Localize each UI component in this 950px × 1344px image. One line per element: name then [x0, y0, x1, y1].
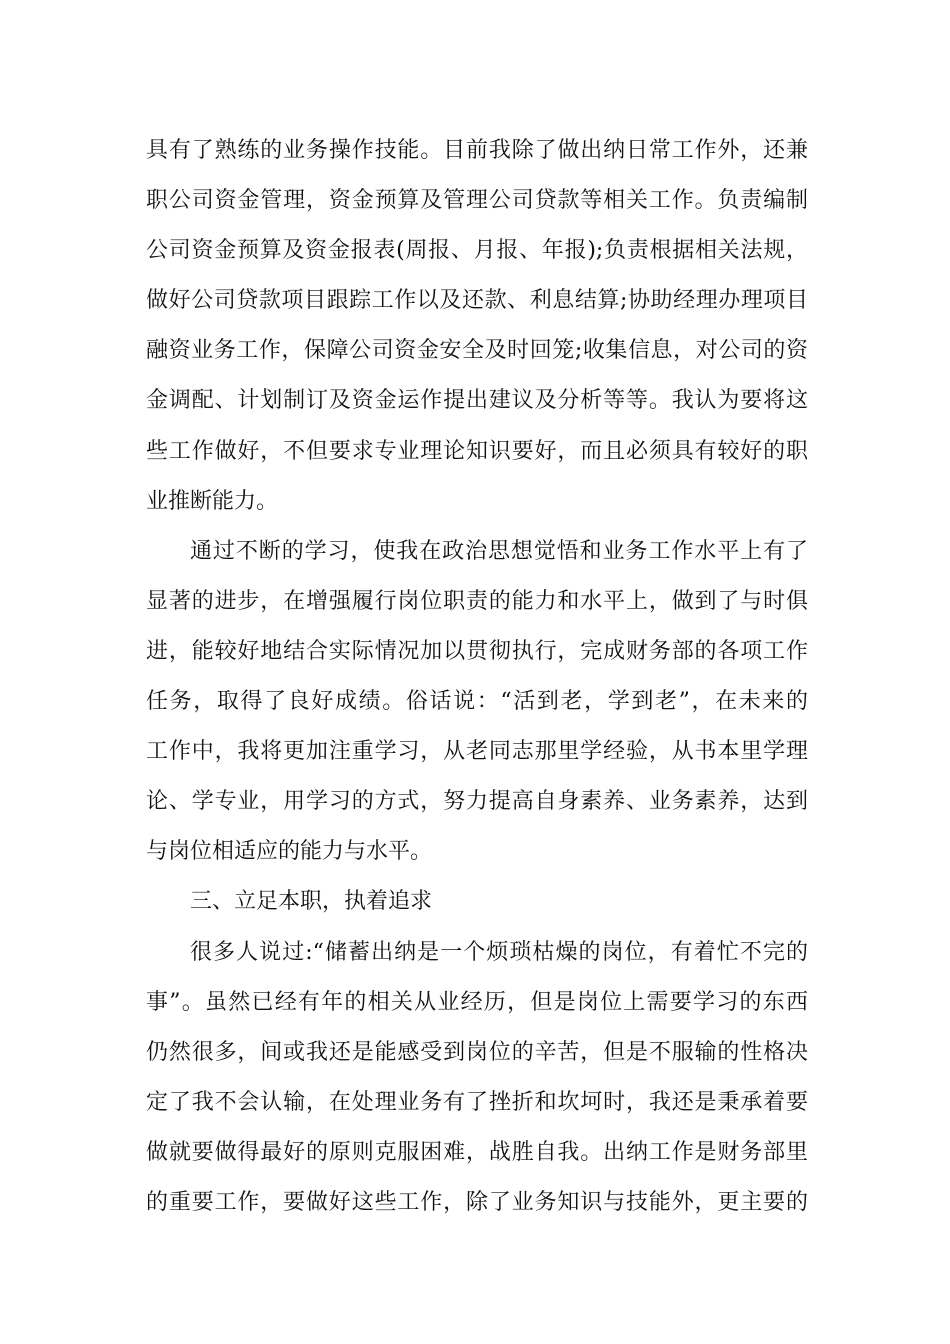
text-line: 与岗位相适应的能力与水平。 — [146, 839, 433, 865]
text-line: 仍然很多，间或我还是能感受到岗位的辛苦，但是不服输的性格决 — [146, 1039, 808, 1065]
section-heading: 三、立足本职，执着追求 — [190, 889, 433, 915]
text-line: 显著的进步，在增强履行岗位职责的能力和水平上，做到了与时俱 — [146, 588, 808, 614]
document-body — [146, 126, 808, 1228]
text-line: 工作中，我将更加注重学习，从老同志那里学经验，从书本里学理 — [146, 739, 808, 765]
text-line: 论、学专业，用学习的方式，努力提高自身素养、业务素养，达到 — [146, 789, 808, 815]
text-line: 公司资金预算及资金报表(周报、月报、年报);负责根据相关法规， — [146, 238, 808, 264]
text-line: 些工作做好，不但要求专业理论知识要好，而且必须具有较好的职 — [146, 438, 808, 464]
text-line: 业推断能力。 — [146, 488, 279, 514]
text-line: 进，能较好地结合实际情况加以贯彻执行，完成财务部的各项工作 — [146, 638, 808, 664]
text-line: 职公司资金管理，资金预算及管理公司贷款等相关工作。负责编制 — [146, 188, 808, 214]
text-line: 的重要工作，要做好这些工作，除了业务知识与技能外，更主要的 — [146, 1189, 808, 1215]
text-line: 定了我不会认输，在处理业务有了挫折和坎坷时，我还是秉承着要 — [146, 1089, 808, 1115]
text-line: 任务，取得了良好成绩。俗话说：“活到老，学到老”，在未来的 — [146, 689, 808, 715]
paragraph-first-line: 很多人说过:“储蓄出纳是一个烦琐枯燥的岗位，有着忙不完的 — [190, 939, 808, 965]
text-line: 具有了熟练的业务操作技能。目前我除了做出纳日常工作外，还兼 — [146, 138, 808, 163]
text-line: 做就要做得最好的原则克服困难，战胜自我。出纳工作是财务部里 — [146, 1139, 808, 1165]
text-line: 融资业务工作，保障公司资金安全及时回笼;收集信息，对公司的资 — [146, 338, 808, 364]
text-line: 金调配、计划制订及资金运作提出建议及分析等等。我认为要将这 — [146, 388, 808, 414]
text-line: 事”。虽然已经有年的相关从业经历，但是岗位上需要学习的东西 — [146, 989, 808, 1015]
paragraph-first-line: 通过不断的学习，使我在政治思想觉悟和业务工作水平上有了 — [190, 538, 808, 564]
text-line: 做好公司贷款项目跟踪工作以及还款、利息结算;协助经理办理项目 — [146, 288, 808, 314]
